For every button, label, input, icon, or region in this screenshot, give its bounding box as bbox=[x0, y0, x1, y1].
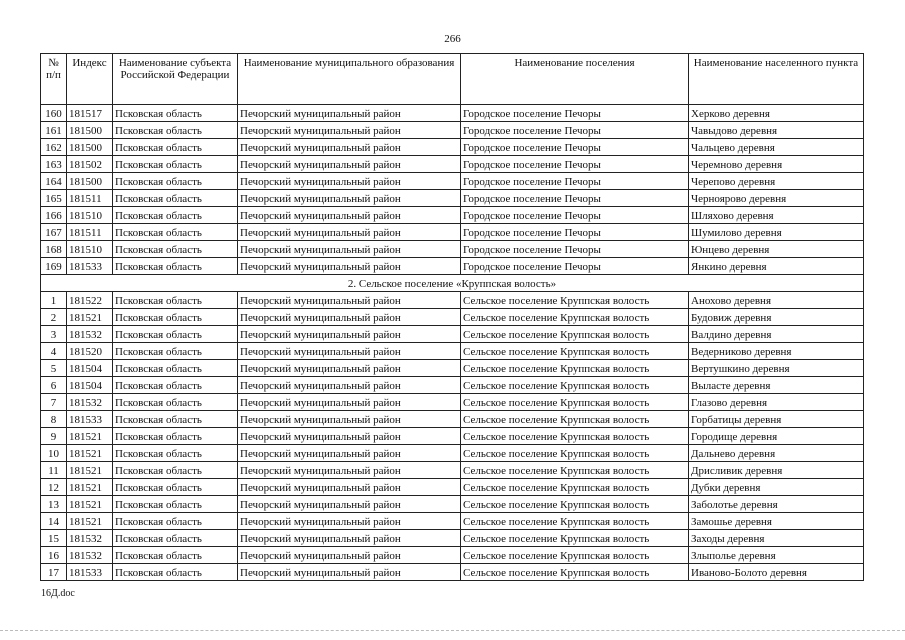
cell-settlement: Сельское поселение Круппская волость bbox=[461, 462, 689, 479]
cell-subject: Псковская область bbox=[113, 377, 238, 394]
cell-number: 9 bbox=[41, 428, 67, 445]
file-name: 16Д.doc bbox=[41, 588, 75, 599]
settlements-table bbox=[40, 53, 864, 581]
cell-locality: Янкино деревня bbox=[689, 258, 864, 275]
cell-locality: Ведерниково деревня bbox=[689, 343, 864, 360]
cell-settlement: Городское поселение Печоры bbox=[461, 241, 689, 258]
cell-settlement: Сельское поселение Круппская волость bbox=[461, 343, 689, 360]
cell-subject: Псковская область bbox=[113, 105, 238, 122]
cell-municipality: Печорский муниципальный район bbox=[238, 122, 461, 139]
cell-locality: Шляхово деревня bbox=[689, 207, 864, 224]
table-row bbox=[41, 479, 864, 496]
table-row bbox=[41, 428, 864, 445]
cell-municipality: Печорский муниципальный район bbox=[238, 496, 461, 513]
cell-municipality: Печорский муниципальный район bbox=[238, 105, 461, 122]
cell-locality: Замошье деревня bbox=[689, 513, 864, 530]
cell-index: 181533 bbox=[67, 411, 113, 428]
cell-index: 181522 bbox=[67, 292, 113, 309]
cell-subject: Псковская область bbox=[113, 445, 238, 462]
table-body-part2 bbox=[41, 292, 864, 581]
cell-locality: Дубки деревня bbox=[689, 479, 864, 496]
cell-number: 10 bbox=[41, 445, 67, 462]
cell-locality: Черемново деревня bbox=[689, 156, 864, 173]
cell-municipality: Печорский муниципальный район bbox=[238, 173, 461, 190]
cell-settlement: Сельское поселение Круппская волость bbox=[461, 326, 689, 343]
cell-municipality: Печорский муниципальный район bbox=[238, 479, 461, 496]
cell-municipality: Печорский муниципальный район bbox=[238, 343, 461, 360]
table-row bbox=[41, 173, 864, 190]
cell-number: 16 bbox=[41, 547, 67, 564]
cell-locality: Чавыдово деревня bbox=[689, 122, 864, 139]
table-row bbox=[41, 224, 864, 241]
cell-subject: Псковская область bbox=[113, 360, 238, 377]
cell-number: 17 bbox=[41, 564, 67, 581]
cell-number: 164 bbox=[41, 173, 67, 190]
cell-index: 181521 bbox=[67, 496, 113, 513]
header-municipality: Наименование муниципального образования bbox=[238, 54, 461, 105]
table-row bbox=[41, 564, 864, 581]
cell-municipality: Печорский муниципальный район bbox=[238, 377, 461, 394]
table-header bbox=[41, 54, 864, 105]
cell-settlement: Городское поселение Печоры bbox=[461, 207, 689, 224]
cell-locality: Вертушкино деревня bbox=[689, 360, 864, 377]
cell-number: 168 bbox=[41, 241, 67, 258]
cell-municipality: Печорский муниципальный район bbox=[238, 292, 461, 309]
cell-number: 160 bbox=[41, 105, 67, 122]
cell-municipality: Печорский муниципальный район bbox=[238, 428, 461, 445]
cell-locality: Злыполье деревня bbox=[689, 547, 864, 564]
cell-subject: Псковская область bbox=[113, 513, 238, 530]
cell-subject: Псковская область bbox=[113, 122, 238, 139]
cell-subject: Псковская область bbox=[113, 479, 238, 496]
cell-index: 181504 bbox=[67, 377, 113, 394]
cell-settlement: Городское поселение Печоры bbox=[461, 173, 689, 190]
section-row bbox=[41, 275, 864, 292]
cell-index: 181521 bbox=[67, 428, 113, 445]
header-row bbox=[41, 54, 864, 105]
cell-index: 181500 bbox=[67, 173, 113, 190]
cell-number: 11 bbox=[41, 462, 67, 479]
table-body-part1 bbox=[41, 105, 864, 275]
cell-index: 181533 bbox=[67, 258, 113, 275]
cell-settlement: Сельское поселение Круппская волость bbox=[461, 530, 689, 547]
cell-number: 14 bbox=[41, 513, 67, 530]
cell-municipality: Печорский муниципальный район bbox=[238, 258, 461, 275]
scan-edge-divider bbox=[0, 630, 905, 631]
table-row bbox=[41, 309, 864, 326]
cell-number: 161 bbox=[41, 122, 67, 139]
cell-locality: Будовиж деревня bbox=[689, 309, 864, 326]
table-row bbox=[41, 241, 864, 258]
cell-number: 13 bbox=[41, 496, 67, 513]
cell-subject: Псковская область bbox=[113, 326, 238, 343]
cell-municipality: Печорский муниципальный район bbox=[238, 445, 461, 462]
cell-number: 2 bbox=[41, 309, 67, 326]
cell-locality: Заходы деревня bbox=[689, 530, 864, 547]
cell-municipality: Печорский муниципальный район bbox=[238, 547, 461, 564]
cell-subject: Псковская область bbox=[113, 564, 238, 581]
cell-subject: Псковская область bbox=[113, 207, 238, 224]
cell-settlement: Сельское поселение Круппская волость bbox=[461, 496, 689, 513]
cell-municipality: Печорский муниципальный район bbox=[238, 241, 461, 258]
cell-locality: Анохово деревня bbox=[689, 292, 864, 309]
cell-subject: Псковская область bbox=[113, 292, 238, 309]
table-row bbox=[41, 190, 864, 207]
cell-subject: Псковская область bbox=[113, 190, 238, 207]
cell-settlement: Сельское поселение Круппская волость bbox=[461, 360, 689, 377]
cell-index: 181533 bbox=[67, 564, 113, 581]
cell-number: 165 bbox=[41, 190, 67, 207]
table-row bbox=[41, 462, 864, 479]
cell-locality: Шумилово деревня bbox=[689, 224, 864, 241]
cell-settlement: Сельское поселение Круппская волость bbox=[461, 377, 689, 394]
cell-subject: Псковская область bbox=[113, 496, 238, 513]
cell-subject: Псковская область bbox=[113, 462, 238, 479]
cell-municipality: Печорский муниципальный район bbox=[238, 190, 461, 207]
table-row bbox=[41, 394, 864, 411]
cell-number: 3 bbox=[41, 326, 67, 343]
table-row bbox=[41, 360, 864, 377]
table-row bbox=[41, 207, 864, 224]
cell-number: 12 bbox=[41, 479, 67, 496]
table-row bbox=[41, 496, 864, 513]
cell-settlement: Сельское поселение Круппская волость bbox=[461, 411, 689, 428]
table-row bbox=[41, 105, 864, 122]
table-row bbox=[41, 547, 864, 564]
cell-index: 181532 bbox=[67, 547, 113, 564]
cell-index: 181521 bbox=[67, 309, 113, 326]
cell-municipality: Печорский муниципальный район bbox=[238, 224, 461, 241]
table-row bbox=[41, 377, 864, 394]
cell-locality: Городище деревня bbox=[689, 428, 864, 445]
cell-subject: Псковская область bbox=[113, 139, 238, 156]
header-subject: Наименование субъекта Российской Федерации bbox=[113, 54, 238, 105]
cell-number: 162 bbox=[41, 139, 67, 156]
section-title: 2. Сельское поселение «Круппская волость» bbox=[41, 275, 864, 292]
cell-index: 181510 bbox=[67, 207, 113, 224]
cell-locality: Дальнево деревня bbox=[689, 445, 864, 462]
cell-number: 5 bbox=[41, 360, 67, 377]
section-header bbox=[41, 275, 864, 292]
cell-index: 181532 bbox=[67, 530, 113, 547]
cell-settlement: Сельское поселение Круппская волость bbox=[461, 428, 689, 445]
header-number: № п/п bbox=[41, 54, 67, 105]
cell-subject: Псковская область bbox=[113, 343, 238, 360]
cell-number: 167 bbox=[41, 224, 67, 241]
page-number: 266 bbox=[444, 33, 461, 45]
cell-subject: Псковская область bbox=[113, 173, 238, 190]
cell-municipality: Печорский муниципальный район bbox=[238, 530, 461, 547]
cell-locality: Выласте деревня bbox=[689, 377, 864, 394]
cell-municipality: Печорский муниципальный район bbox=[238, 394, 461, 411]
cell-settlement: Городское поселение Печоры bbox=[461, 105, 689, 122]
cell-municipality: Печорский муниципальный район bbox=[238, 309, 461, 326]
cell-index: 181511 bbox=[67, 190, 113, 207]
cell-settlement: Городское поселение Печоры bbox=[461, 122, 689, 139]
cell-municipality: Печорский муниципальный район bbox=[238, 139, 461, 156]
header-locality: Наименование населенного пункта bbox=[689, 54, 864, 105]
cell-municipality: Печорский муниципальный район bbox=[238, 360, 461, 377]
cell-settlement: Городское поселение Печоры bbox=[461, 139, 689, 156]
cell-subject: Псковская область bbox=[113, 394, 238, 411]
cell-index: 181511 bbox=[67, 224, 113, 241]
cell-locality: Чальцево деревня bbox=[689, 139, 864, 156]
cell-locality: Горбатицы деревня bbox=[689, 411, 864, 428]
cell-municipality: Печорский муниципальный район bbox=[238, 564, 461, 581]
cell-number: 7 bbox=[41, 394, 67, 411]
cell-number: 169 bbox=[41, 258, 67, 275]
cell-subject: Псковская область bbox=[113, 258, 238, 275]
cell-index: 181504 bbox=[67, 360, 113, 377]
cell-locality: Черепово деревня bbox=[689, 173, 864, 190]
cell-locality: Заболотье деревня bbox=[689, 496, 864, 513]
cell-index: 181520 bbox=[67, 343, 113, 360]
cell-subject: Псковская область bbox=[113, 241, 238, 258]
table-row bbox=[41, 513, 864, 530]
cell-settlement: Сельское поселение Круппская волость bbox=[461, 292, 689, 309]
cell-settlement: Городское поселение Печоры bbox=[461, 224, 689, 241]
cell-settlement: Городское поселение Печоры bbox=[461, 190, 689, 207]
cell-municipality: Печорский муниципальный район bbox=[238, 326, 461, 343]
table-row bbox=[41, 292, 864, 309]
cell-index: 181500 bbox=[67, 139, 113, 156]
cell-municipality: Печорский муниципальный район bbox=[238, 513, 461, 530]
table-row bbox=[41, 258, 864, 275]
cell-settlement: Городское поселение Печоры bbox=[461, 156, 689, 173]
cell-settlement: Городское поселение Печоры bbox=[461, 258, 689, 275]
cell-index: 181521 bbox=[67, 513, 113, 530]
cell-index: 181517 bbox=[67, 105, 113, 122]
cell-settlement: Сельское поселение Круппская волость bbox=[461, 564, 689, 581]
table-row bbox=[41, 139, 864, 156]
cell-number: 15 bbox=[41, 530, 67, 547]
cell-locality: Юнцево деревня bbox=[689, 241, 864, 258]
cell-subject: Псковская область bbox=[113, 309, 238, 326]
cell-number: 1 bbox=[41, 292, 67, 309]
cell-municipality: Печорский муниципальный район bbox=[238, 207, 461, 224]
cell-number: 166 bbox=[41, 207, 67, 224]
cell-settlement: Сельское поселение Круппская волость bbox=[461, 394, 689, 411]
cell-locality: Глазово деревня bbox=[689, 394, 864, 411]
cell-number: 4 bbox=[41, 343, 67, 360]
cell-subject: Псковская область bbox=[113, 411, 238, 428]
table-row bbox=[41, 411, 864, 428]
table-row bbox=[41, 445, 864, 462]
cell-locality: Иваново-Болото деревня bbox=[689, 564, 864, 581]
cell-subject: Псковская область bbox=[113, 224, 238, 241]
cell-number: 6 bbox=[41, 377, 67, 394]
cell-index: 181532 bbox=[67, 326, 113, 343]
cell-municipality: Печорский муниципальный район bbox=[238, 156, 461, 173]
cell-locality: Черноярово деревня bbox=[689, 190, 864, 207]
header-index: Индекс bbox=[67, 54, 113, 105]
cell-locality: Херково деревня bbox=[689, 105, 864, 122]
cell-settlement: Сельское поселение Круппская волость bbox=[461, 479, 689, 496]
cell-index: 181500 bbox=[67, 122, 113, 139]
cell-subject: Псковская область bbox=[113, 530, 238, 547]
cell-municipality: Печорский муниципальный район bbox=[238, 462, 461, 479]
cell-index: 181521 bbox=[67, 462, 113, 479]
cell-municipality: Печорский муниципальный район bbox=[238, 411, 461, 428]
cell-index: 181532 bbox=[67, 394, 113, 411]
cell-settlement: Сельское поселение Круппская волость bbox=[461, 309, 689, 326]
cell-index: 181521 bbox=[67, 445, 113, 462]
cell-number: 163 bbox=[41, 156, 67, 173]
table-row bbox=[41, 156, 864, 173]
cell-settlement: Сельское поселение Круппская волость bbox=[461, 547, 689, 564]
table-row bbox=[41, 326, 864, 343]
table-row bbox=[41, 530, 864, 547]
cell-locality: Валдино деревня bbox=[689, 326, 864, 343]
cell-subject: Псковская область bbox=[113, 547, 238, 564]
header-settlement: Наименование поселения bbox=[461, 54, 689, 105]
cell-index: 181510 bbox=[67, 241, 113, 258]
table-row bbox=[41, 122, 864, 139]
cell-index: 181502 bbox=[67, 156, 113, 173]
cell-settlement: Сельское поселение Круппская волость bbox=[461, 513, 689, 530]
cell-number: 8 bbox=[41, 411, 67, 428]
cell-subject: Псковская область bbox=[113, 428, 238, 445]
cell-subject: Псковская область bbox=[113, 156, 238, 173]
cell-settlement: Сельское поселение Круппская волость bbox=[461, 445, 689, 462]
cell-index: 181521 bbox=[67, 479, 113, 496]
table-row bbox=[41, 343, 864, 360]
cell-locality: Дрисливик деревня bbox=[689, 462, 864, 479]
